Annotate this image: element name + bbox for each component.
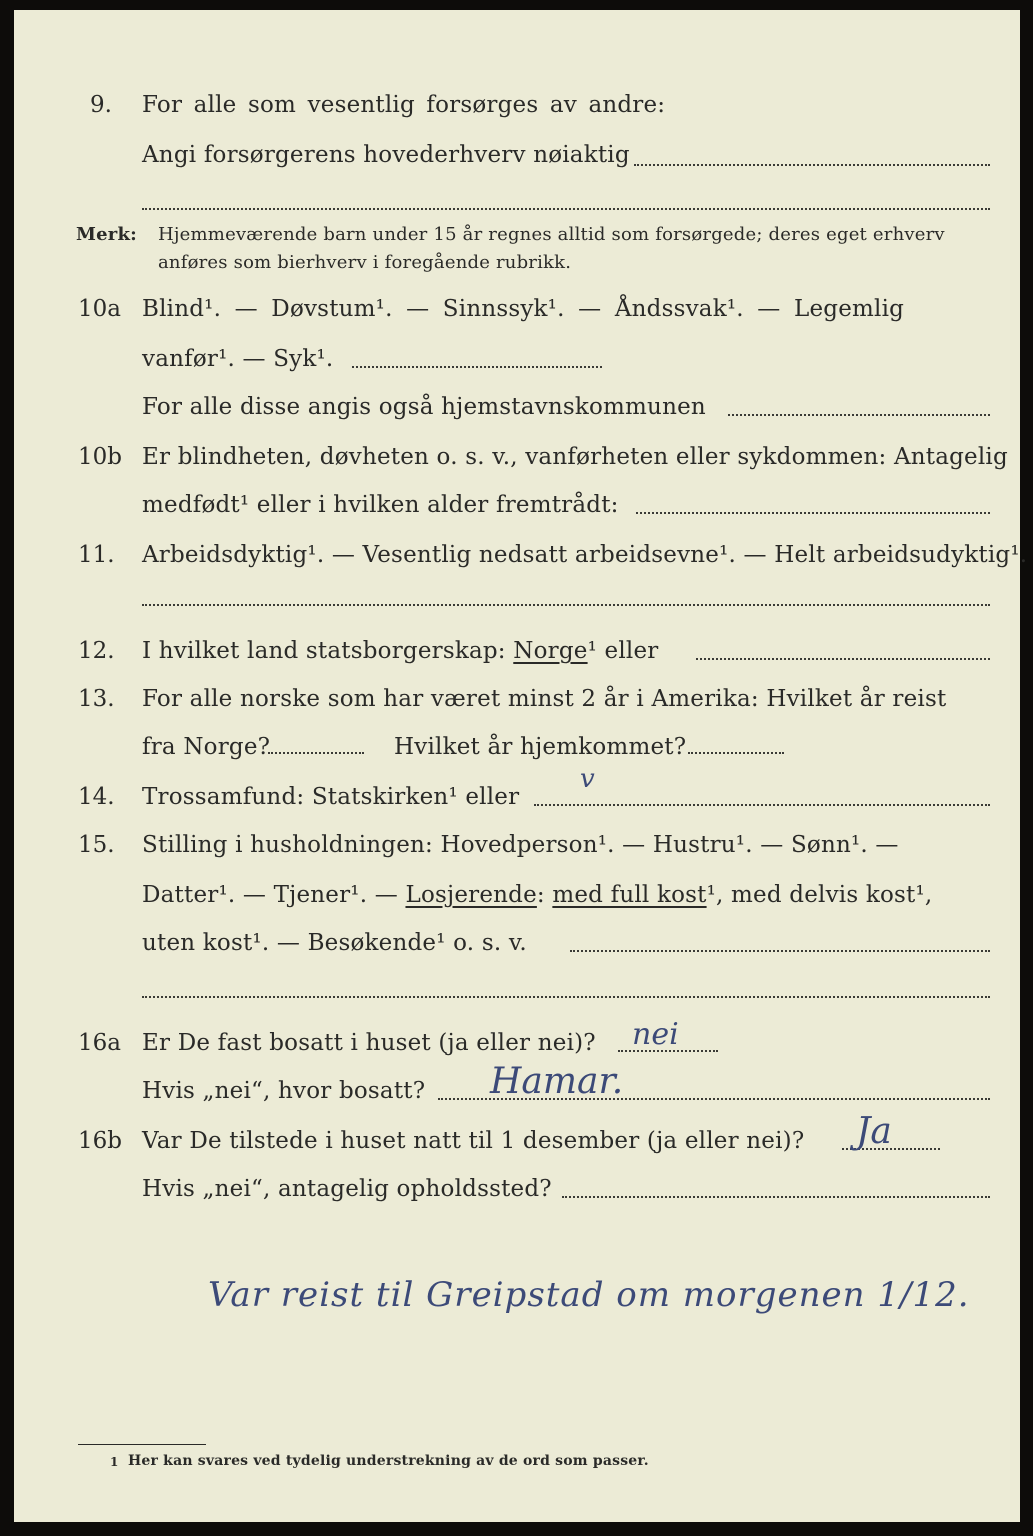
q15-text-3: uten kost¹. — Besøkende¹ o. s. v. — [142, 930, 527, 956]
q15-text-2 — [142, 884, 932, 907]
q12-number: 12. — [78, 638, 115, 664]
q15-colon: : — [536, 882, 553, 908]
q10b-number: 10b — [78, 444, 122, 470]
q11-number: 11. — [78, 542, 115, 568]
q10b-answer-line[interactable] — [636, 512, 990, 514]
footnote-separator — [78, 1444, 206, 1445]
q9-answer-line[interactable] — [634, 164, 990, 166]
q9-occupation-label: Angi forsørgerens hovederhverv nøiaktig — [142, 142, 630, 168]
q16b-answer: Ja — [856, 1111, 892, 1152]
q12-prefix: I hvilket land statsborgerskap: — [142, 638, 506, 664]
q14-number: 14. — [78, 784, 115, 810]
q15-text-2c: ¹, med delvis kost¹, — [706, 882, 933, 908]
q16a-text-1: Er De fast bosatt i huset (ja eller nei)? — [142, 1030, 596, 1056]
q13-text-2a: fra Norge? — [142, 734, 271, 760]
q14-answer-mark: v — [580, 764, 595, 794]
q10a-number: 10a — [78, 296, 121, 322]
q10b-text-2: medfødt¹ eller i hvilken alder fremtrådt: — [142, 492, 619, 518]
q10b-text-1: Er blindheten, døvheten o. s. v., vanførheten eller sykdommen: Antagelig — [142, 444, 1008, 470]
q10a-text-1: Blind¹. — Døvstum¹. — Sinnssyk¹. — Åndssvak¹. — Legemlig — [142, 296, 905, 322]
q15-text-2a: Datter¹. — Tjener¹. — — [142, 882, 406, 908]
q15-text-1: Stilling i husholdningen: Hovedperson¹. — Hustru¹. — Sønn¹. — — [142, 832, 899, 858]
q12-text — [142, 640, 658, 663]
census-form-page — [14, 10, 1028, 1522]
q9-text: For alle som vesentlig forsørges av andre: — [142, 92, 666, 118]
q16b-number: 16b — [78, 1128, 122, 1154]
handwritten-remark: Var reist til Greipstad om morgenen 1/12. — [208, 1275, 970, 1315]
q9-answer-line-2[interactable] — [142, 208, 990, 210]
footnote-text: Her kan svares ved tydelig understrekning av de ord som passer. — [128, 1453, 649, 1469]
q16b-whereabouts-line[interactable] — [562, 1196, 990, 1198]
q13-returned-line[interactable] — [688, 752, 784, 754]
q14-text: Trossamfund: Statskirken¹ eller — [142, 784, 520, 810]
q15-losjerende: Losjerende — [405, 882, 537, 908]
q15-answer-line-2[interactable] — [142, 996, 990, 998]
q10a-answer-line[interactable] — [352, 366, 602, 368]
q11-answer-line[interactable] — [142, 604, 990, 606]
q12-norge: Norge — [513, 638, 588, 664]
q13-number: 13. — [78, 686, 115, 712]
q13-text-2b: Hvilket år hjemkommet? — [394, 734, 687, 760]
q16a-number: 16a — [78, 1030, 121, 1056]
q10a-text-2: vanfør¹. — Syk¹. — [142, 346, 334, 372]
q15-answer-line[interactable] — [570, 950, 990, 952]
q13-emigrated-line[interactable] — [268, 752, 364, 754]
q16a-text-2: Hvis „nei“, hvor bosatt? — [142, 1078, 426, 1104]
q13-text-1: For alle norske som har været minst 2 år i Amerika: Hvilket år reist — [142, 686, 947, 712]
merk-label: Merk: — [76, 224, 137, 245]
q10a-hometown-line[interactable] — [728, 414, 990, 416]
q16b-text-1: Var De tilstede i huset natt til 1 desember (ja eller nei)? — [142, 1128, 805, 1154]
q12-suffix: ¹ eller — [587, 638, 659, 664]
q14-answer-line[interactable] — [534, 804, 990, 806]
q16a-answer: nei — [632, 1017, 679, 1052]
q16a-residence-answer: Hamar. — [490, 1061, 624, 1102]
q15-number: 15. — [78, 832, 115, 858]
q15-full-kost: med full kost — [552, 882, 707, 908]
q16b-text-2: Hvis „nei“, antagelig opholdssted? — [142, 1176, 552, 1202]
q12-answer-line[interactable] — [696, 658, 990, 660]
merk-text-2: anføres som bierhverv i foregående rubrikk. — [158, 252, 572, 273]
q11-text: Arbeidsdyktig¹. — Vesentlig nedsatt arbeidsevne¹. — Helt arbeidsudyktig¹. — [142, 542, 1028, 568]
footnote-mark: 1 — [110, 1455, 119, 1469]
merk-text-1: Hjemmeværende barn under 15 år regnes alltid som forsørgede; deres eget erhverv — [158, 224, 945, 245]
q10a-text-3: For alle disse angis også hjemstavnskommunen — [142, 394, 706, 420]
q9-number: 9. — [90, 92, 112, 118]
